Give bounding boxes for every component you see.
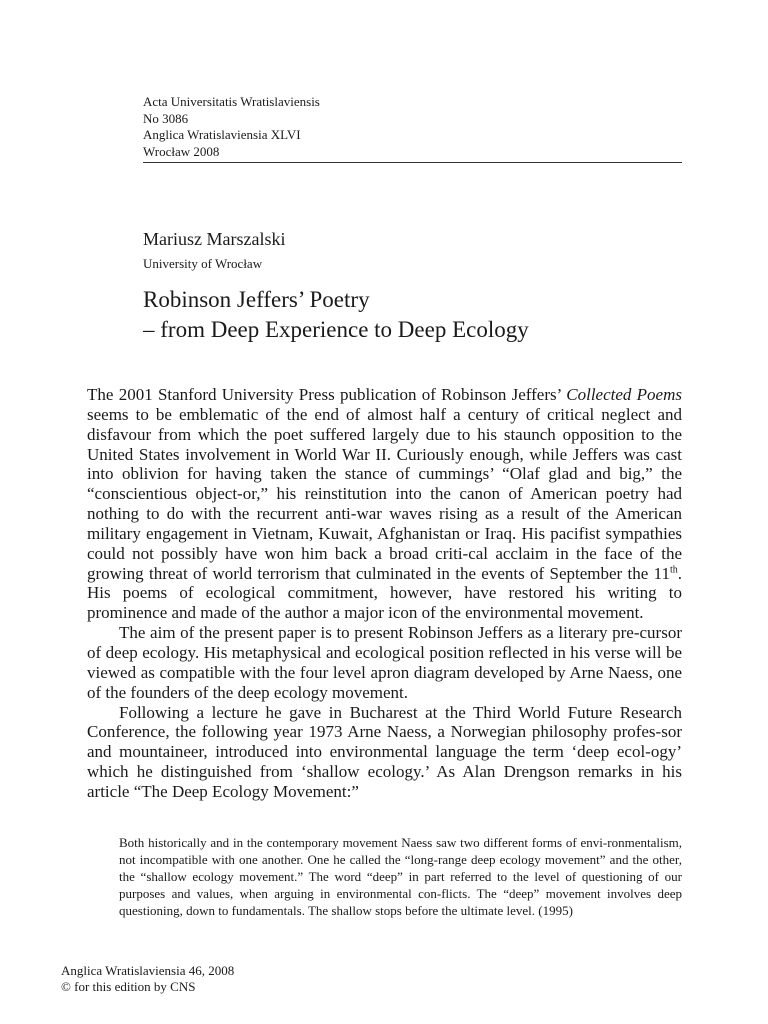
paragraph-1: [87, 385, 682, 623]
footer-copyright: © for this edition by CNS: [61, 979, 196, 994]
book-title: Collected Poems: [566, 385, 682, 404]
paragraph-3: Following a lecture he gave in Bucharest at the Third World Future Research Conference, the following year 1973 Arne Naess, a Norwegian philosophy profes-sor and mountaineer, introduced into environmental language the term ‘deep ecol-ogy’ which he distinguished from ‘shallow ecology.’ As Alan Drengson remarks in his article “The Deep Ecology Movement:”: [87, 702, 682, 801]
paragraph-2: The aim of the present paper is to present Robinson Jeffers as a literary pre-cursor of deep ecology. His metaphysical and ecological position reflected in his verse will be viewed as compatible with the four level apron diagram developed by Arne Naess, one of the founders of the deep ecology movement.: [87, 623, 682, 702]
title-line-2: – from Deep Experience to Deep Ecology: [143, 317, 529, 342]
journal-info: [143, 94, 320, 160]
title-line-1: Robinson Jeffers’ Poetry: [143, 287, 370, 312]
journal-series: Acta Universitatis Wratislaviensis: [143, 94, 320, 109]
footer-journal: Anglica Wratislaviensia 46, 2008: [61, 963, 235, 978]
block-quote: Both historically and in the contemporary movement Naess saw two different forms of envi-ronmentalism, not incompatible with one another. One he called the “long-range deep ecology movement” and the other, the “shallow ecology movement.” The word “deep” in part referred to the level of questioning of our purposes and values, when arguing in environmental con-flicts. The “deep” movement involves deep questioning, down to fundamentals. The shallow stops before the ultimate level. (1995): [119, 835, 682, 919]
journal-volume: Anglica Wratislaviensia XLVI: [143, 127, 301, 142]
author-name: Mariusz Marszalski: [143, 229, 286, 249]
header-divider: [143, 162, 682, 163]
paragraph-1-text-a: The 2001 Stanford University Press publication of Robinson Jeffers’: [87, 385, 567, 404]
ordinal-superscript: th: [669, 563, 678, 575]
author-affiliation: University of Wrocław: [143, 256, 263, 271]
paragraph-1-text-b: seems to be emblematic of the end of almost half a century of critical neglect and disfavour from which the poet suffered largely due to his staunch opposition to the United States involvement in World War II. Curiously enough, while Jeffers was cast into oblivion for having taken the stance of cummings’ “Olaf glad and big,” the “conscientious object-or,” his reinstitution into the canon of American poetry had nothing to do with the recurrent anti-war waves rising as a result of the American military engagement in Vietnam, Kuwait, Afghanistan or Iraq. His pacifist sympathies could not possibly have won him back a broad criti-cal acclaim in the face of the growing threat of world terrorism that culminated in the events of September the 11: [87, 404, 682, 583]
journal-number: No 3086: [143, 110, 189, 126]
article-title: [143, 285, 703, 345]
article-body: [87, 385, 682, 802]
page-footer: [61, 963, 234, 995]
journal-place-year: Wrocław 2008: [143, 143, 220, 159]
paragraph-1-text-c: . His poems of ecological commitment, however, have restored his writing to prominence and made of the author a major icon of the environmental movement.: [87, 563, 682, 623]
